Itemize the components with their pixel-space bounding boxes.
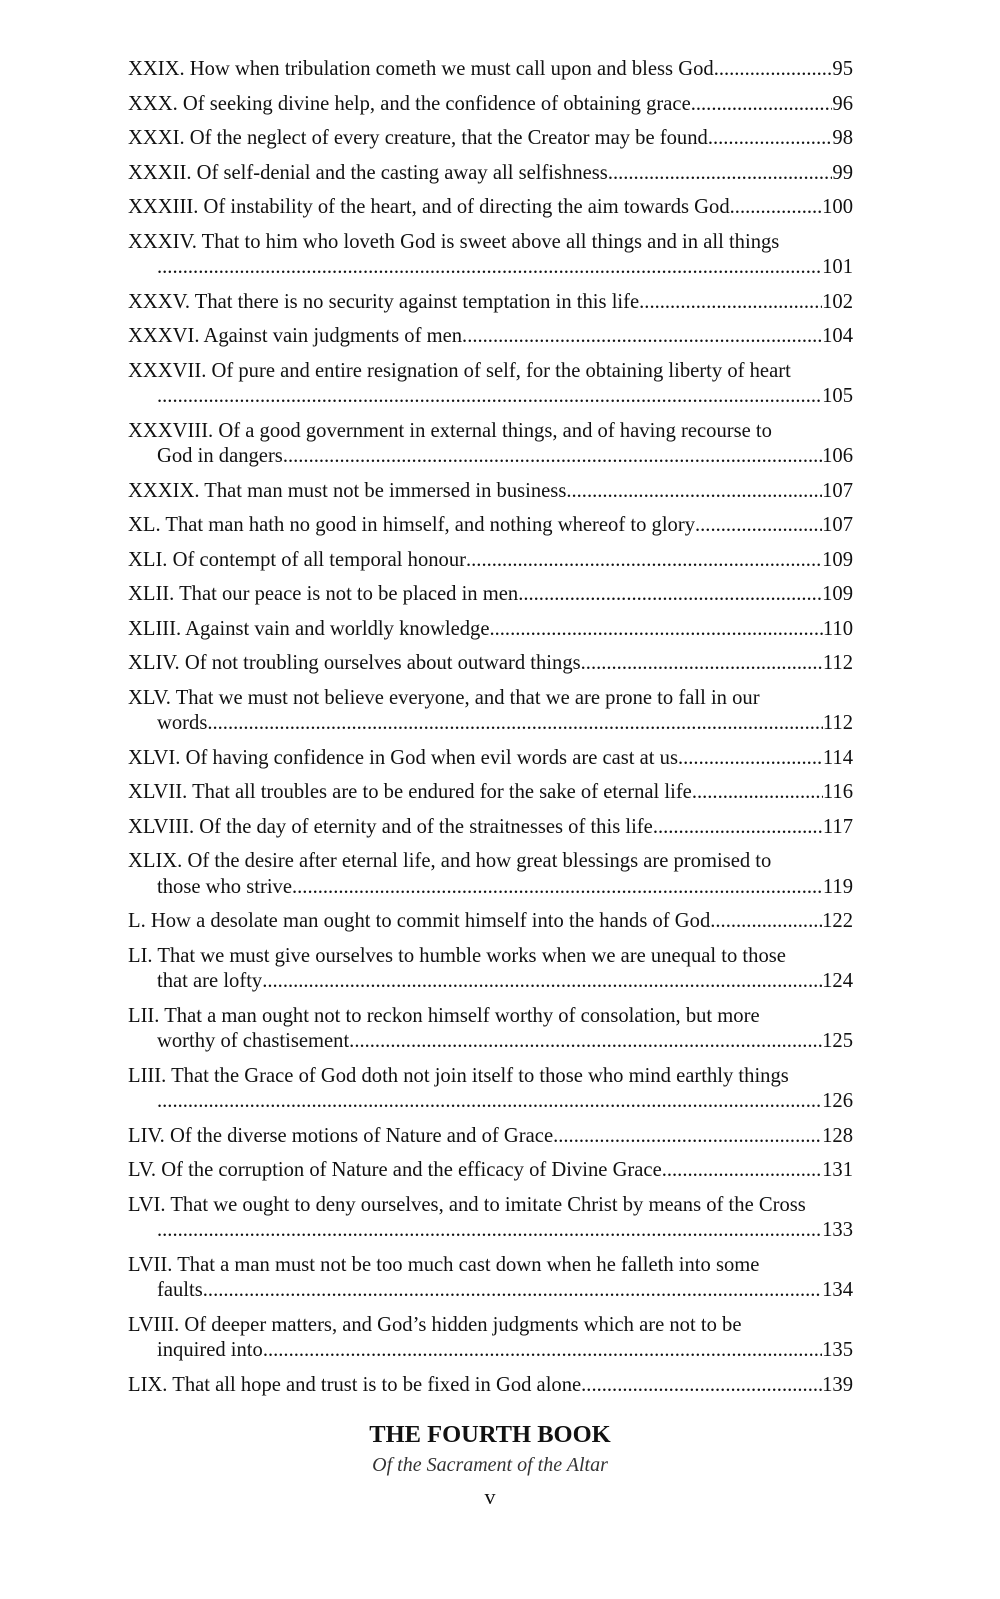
toc-page-number: 112 [822, 712, 853, 734]
dot-leader [678, 746, 823, 772]
toc-entry-line [128, 651, 853, 677]
dot-leader [263, 1338, 822, 1364]
toc-page-number: 104 [822, 325, 853, 347]
toc-entry-title: XXXVII. Of pure and entire resignation of self, for the obtaining liberty of heart [128, 359, 791, 382]
toc-entry [128, 617, 853, 643]
toc-page-number: 135 [822, 1339, 853, 1361]
toc-entry-line [128, 290, 853, 316]
toc-page-number: 110 [822, 617, 853, 640]
toc-entry-title: LIII. That the Grace of God doth not join itself to those who mind earthly things [128, 1064, 789, 1087]
toc-entry-line [128, 1373, 853, 1399]
toc-entry-title: XXXI. Of the neglect of every creature, that the Creator may be found [128, 127, 708, 149]
dot-leader [692, 780, 823, 806]
toc-page-number: 101 [822, 256, 853, 278]
toc-entry-title: LV. Of the corruption of Nature and the efficacy of Divine Grace [128, 1159, 662, 1181]
toc-page-number: 100 [822, 196, 853, 218]
toc-page-number: 109 [822, 583, 853, 605]
toc-entry [128, 92, 853, 118]
toc-entry-line [128, 126, 853, 152]
toc-entry-title: LI. That we must give ourselves to humble works when we are unequal to those [128, 944, 786, 967]
toc-entry-title: XXXVI. Against vain judgments of men [128, 325, 463, 347]
toc-entry-title: LIX. That all hope and trust is to be fixed in God alone [128, 1373, 582, 1396]
toc-entry-title: XLVI. Of having confidence in God when evil words are cast at us [128, 746, 678, 769]
dot-leader [157, 384, 822, 410]
toc-entry-line [128, 255, 853, 281]
toc-entry-title: LVIII. Of deeper matters, and God’s hidden judgments which are not to be [128, 1313, 742, 1336]
toc-page-number: 99 [832, 161, 853, 184]
toc-entry-line [128, 780, 853, 806]
dot-leader [662, 1158, 822, 1184]
dot-leader [262, 969, 822, 995]
toc-entry [128, 479, 853, 505]
toc-entry-continuation: that are lofty [157, 970, 263, 992]
dot-leader [157, 1089, 822, 1115]
toc-entry-title: XXIX. How when tribulation cometh we must call upon and bless God [128, 58, 714, 80]
dot-leader [730, 195, 822, 221]
dot-leader [708, 126, 833, 152]
toc-entry [128, 1158, 853, 1184]
toc-entry-line [128, 513, 853, 539]
toc-entry-title: XLIX. Of the desire after eternal life, and how great blessings are promised to [128, 850, 772, 872]
toc-entry-line [128, 479, 853, 505]
toc-entry-continuation: worthy of chastisement [157, 1030, 350, 1052]
section-subtitle: Of the Sacrament of the Altar [372, 1454, 608, 1476]
toc-entry-title: XXXIV. That to him who loveth God is sweet above all things and in all things [128, 230, 780, 253]
dot-leader [292, 875, 823, 901]
table-of-contents [128, 57, 853, 1407]
toc-entry-line [128, 1124, 853, 1150]
toc-entry-continuation: inquired into [157, 1339, 263, 1361]
toc-page-number: 105 [822, 385, 853, 407]
dot-leader [462, 324, 822, 350]
dot-leader [157, 255, 822, 281]
toc-entry-continuation: God in dangers [157, 445, 283, 467]
toc-entry-line [128, 875, 853, 901]
toc-entry-title: LII. That a man ought not to reckon himself worthy of consolation, but more [128, 1004, 760, 1027]
dot-leader [518, 582, 822, 608]
toc-entry [128, 1373, 853, 1399]
dot-leader [581, 1373, 822, 1399]
toc-entry [128, 651, 853, 677]
toc-entry-line [128, 969, 853, 995]
toc-entry-title: XLV. That we must not believe everyone, and that we are prone to fall in our [128, 686, 760, 709]
toc-entry [128, 195, 853, 221]
dot-leader [581, 651, 823, 677]
toc-page-number: 114 [822, 746, 853, 769]
dot-leader [608, 161, 833, 187]
toc-entry [128, 161, 853, 187]
toc-page-number: 109 [822, 548, 853, 571]
toc-entry-title: L. How a desolate man ought to commit himself into the hands of God [128, 910, 711, 932]
dot-leader [283, 444, 822, 470]
toc-entry [128, 290, 853, 316]
toc-page-number: 112 [822, 652, 853, 674]
toc-entry [128, 1064, 853, 1115]
toc-entry-line [128, 384, 853, 410]
toc-entry-title: XLIV. Of not troubling ourselves about outward things [128, 652, 581, 674]
toc-page-number: 96 [832, 92, 853, 115]
dot-leader [639, 290, 822, 316]
toc-entry-title: XL. That man hath no good in himself, and nothing whereof to glory [128, 514, 695, 536]
toc-page-number: 119 [822, 875, 853, 898]
section-heading: THE FOURTH BOOK [369, 1421, 611, 1448]
toc-entry-line [128, 909, 853, 935]
dot-leader [691, 92, 833, 118]
toc-entry-line [128, 444, 853, 470]
toc-entry-title: XLI. Of contempt of all temporal honour [128, 548, 466, 571]
toc-entry [128, 849, 853, 900]
toc-page-number: 106 [822, 445, 853, 467]
toc-page-number: 133 [822, 1219, 853, 1241]
toc-entry [128, 1253, 853, 1304]
toc-entry [128, 419, 853, 470]
toc-entry-line [128, 815, 853, 841]
toc-page-number: 124 [822, 970, 853, 992]
toc-entry-line [128, 582, 853, 608]
toc-entry-line [128, 1029, 853, 1055]
toc-entry [128, 780, 853, 806]
dot-leader [349, 1029, 822, 1055]
toc-entry-title: XXX. Of seeking divine help, and the confidence of obtaining grace [128, 92, 691, 115]
toc-entry [128, 324, 853, 350]
toc-entry-title: XXXII. Of self-denial and the casting away all selfishness [128, 161, 608, 184]
toc-entry-title: XLVII. That all troubles are to be endured for the sake of eternal life [128, 781, 692, 803]
toc-page-number: 107 [822, 479, 853, 502]
toc-entry-title: XXXIII. Of instability of the heart, and of directing the aim towards God [128, 196, 730, 218]
toc-entry-line [128, 1158, 853, 1184]
dot-leader [695, 513, 822, 539]
toc-entry-line [128, 57, 853, 83]
toc-entry-title: XXXIX. That man must not be immersed in business [128, 479, 567, 502]
dot-leader [203, 1278, 822, 1304]
toc-entry-line [128, 92, 853, 118]
toc-entry [128, 513, 853, 539]
toc-entry-title: LIV. Of the diverse motions of Nature and of Grace [128, 1124, 554, 1147]
toc-entry-continuation: those who strive [157, 875, 292, 898]
toc-entry-line [128, 324, 853, 350]
toc-entry-line [128, 195, 853, 221]
toc-page-number: 126 [822, 1090, 853, 1112]
toc-entry [128, 746, 853, 772]
toc-page-number: 95 [832, 58, 853, 80]
toc-entry-title: LVII. That a man must not be too much cast down when he falleth into some [128, 1253, 760, 1276]
toc-entry [128, 909, 853, 935]
toc-page-number: 98 [832, 127, 853, 149]
toc-entry-line [128, 746, 853, 772]
toc-entry-title: XLII. That our peace is not to be placed in men [128, 583, 519, 605]
dot-leader [466, 548, 822, 574]
toc-entry-line [128, 1089, 853, 1115]
toc-page-number: 122 [822, 910, 853, 932]
toc-entry [128, 944, 853, 995]
page-number: v [484, 1484, 496, 1509]
toc-entry [128, 126, 853, 152]
toc-entry [128, 1193, 853, 1244]
toc-entry [128, 359, 853, 410]
dot-leader [207, 711, 823, 737]
dot-leader [714, 57, 833, 83]
toc-page-number: 116 [822, 781, 853, 803]
toc-page-number: 107 [822, 514, 853, 536]
toc-page-number: 139 [822, 1373, 853, 1396]
toc-page-number: 128 [822, 1124, 853, 1147]
toc-entry-line [128, 711, 853, 737]
dot-leader [710, 909, 822, 935]
toc-entry-title: XXXVIII. Of a good government in external things, and of having recourse to [128, 419, 772, 442]
toc-entry-line [128, 161, 853, 187]
toc-entry-title: XXXV. That there is no security against temptation in this life [128, 290, 640, 313]
toc-entry [128, 230, 853, 281]
toc-entry [128, 1124, 853, 1150]
toc-page-number: 131 [822, 1159, 853, 1181]
toc-entry-title: XLIII. Against vain and worldly knowledge [128, 617, 490, 640]
toc-entry-line [128, 1218, 853, 1244]
toc-entry-line [128, 617, 853, 643]
toc-entry [128, 57, 853, 83]
dot-leader [553, 1124, 822, 1150]
toc-entry [128, 1004, 853, 1055]
toc-entry [128, 815, 853, 841]
toc-entry-title: LVI. That we ought to deny ourselves, and to imitate Christ by means of the Cross [128, 1193, 806, 1216]
toc-entry-continuation: words [157, 712, 208, 734]
toc-entry-line [128, 1278, 853, 1304]
dot-leader [566, 479, 822, 505]
toc-entry-line [128, 548, 853, 574]
toc-entry-title: XLVIII. Of the day of eternity and of the straitnesses of this life [128, 815, 653, 838]
toc-page-number: 134 [822, 1279, 853, 1301]
toc-entry [128, 582, 853, 608]
toc-page-number: 117 [822, 815, 853, 838]
toc-entry-continuation: faults [157, 1279, 203, 1301]
toc-page-number: 125 [822, 1030, 853, 1052]
dot-leader [653, 815, 823, 841]
dot-leader [157, 1218, 822, 1244]
dot-leader [489, 617, 822, 643]
toc-entry [128, 686, 853, 737]
toc-entry-line [128, 1338, 853, 1364]
toc-page-number: 102 [822, 290, 853, 313]
toc-entry [128, 548, 853, 574]
toc-entry [128, 1313, 853, 1364]
